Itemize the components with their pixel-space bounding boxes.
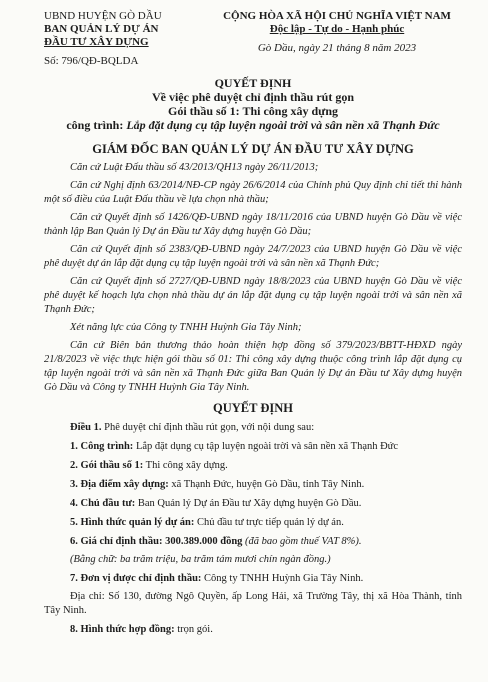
item-label: 6. Giá chỉ định thầu: 300.389.000 đồng: [70, 536, 243, 547]
national-header-block: [212, 10, 462, 68]
article-1-text: Phê duyệt chỉ định thầu rút gọn, với nội dung sau:: [101, 422, 315, 433]
org-line-1: UBND HUYỆN GÒ DẦU: [44, 10, 162, 22]
item-value: trọn gói.: [174, 624, 213, 635]
org-line-2: BAN QUẢN LÝ DỰ ÁN: [44, 23, 159, 35]
preamble-item: Căn cứ Quyết định số 2727/QĐ-UBND ngày 18/8/2023 của UBND huyện Gò Dầu về việc phê duyệt kế hoạch lựa chọn nhà thầu dự án lắp đặt dụng cụ tập luyện ngoài trời và sân nền xã Thạnh Đức;: [44, 276, 462, 315]
title-line-1: Về việc phê duyệt chỉ định thầu rút gọn: [151, 90, 355, 104]
item-label: 1. Công trình:: [70, 441, 134, 452]
item-value: Chủ đầu tư trực tiếp quản lý dự án.: [194, 517, 344, 528]
national-motto: Độc lập - Tự do - Hạnh phúc: [269, 23, 405, 35]
item-value: Ban Quản lý Dự án Đầu tư Xây dựng huyện Gò Dầu.: [135, 498, 362, 509]
title-line-3: [44, 118, 462, 132]
item-value: Lắp đặt dụng cụ tập luyện ngoài trời và sân nền xã Thạnh Đức: [133, 441, 399, 452]
title-line-3-prefix: công trình:: [66, 118, 127, 132]
preamble: [44, 161, 462, 395]
list-item: [44, 459, 462, 473]
article-1-label: Điều 1.: [70, 422, 102, 433]
item-label: 4. Chủ đầu tư:: [70, 498, 136, 509]
item-label: 2. Gói thầu số 1:: [70, 460, 144, 471]
list-item: [44, 478, 462, 492]
price-in-words: (Bằng chữ: ba trăm triệu, ba trăm tám mươi chín ngàn đồng.): [70, 554, 331, 565]
preamble-item: Căn cứ Luật Đấu thầu số 43/2013/QH13 ngày 26/11/2013;: [70, 162, 319, 173]
document-title-block: [44, 76, 462, 132]
preamble-item: Căn cứ Nghị định 63/2014/NĐ-CP ngày 26/6/2014 của Chính phủ Quy định chi tiết thi hành một số điều của Luật Đấu thầu về lựa chọn nhà thầu;: [44, 180, 462, 205]
contractor-address: Địa chỉ: Số 130, đường Ngô Quyền, ấp Long Hải, xã Trường Tây, thị xã Hòa Thành, tỉnh Tây Ninh.: [44, 591, 462, 616]
document-type: QUYẾT ĐỊNH: [214, 76, 292, 90]
preamble-item: Căn cứ Biên bản thương thảo hoàn thiện hợp đồng số 379/2023/BBTT-HĐXD ngày 21/8/2023 về việc thực hiện gói thầu số 01: Thi công xây dựng thuộc công trình lắp đặt dụng cụ tập luyện ngoài trời và sân nền xã Thạnh Đức giữa Ban Quản lý Dự án Đầu tư Xây dựng huyện Gò Dầu và Công ty TNHH Huỳnh Gia Tây Ninh.: [44, 340, 462, 393]
preamble-item: Căn cứ Quyết định số 1426/QĐ-UBND ngày 18/11/2016 của UBND huyện Gò Dầu về việc thành lập Ban Quản lý Dự án Đầu tư Xây dựng huyện Gò Dầu;: [44, 212, 462, 237]
list-item: [44, 572, 462, 586]
list-item: [44, 623, 462, 637]
authority-heading: GIÁM ĐỐC BAN QUẢN LÝ DỰ ÁN ĐẦU TƯ XÂY DỰNG: [92, 142, 414, 156]
item-label: 5. Hình thức quản lý dự án:: [70, 517, 195, 528]
title-line-3-text: Lắp đặt dụng cụ tập luyện ngoài trời và sân nền xã Thạnh Đức: [126, 118, 440, 132]
issuing-authority-block: [44, 10, 194, 68]
place-and-date: Gò Dầu, ngày 21 tháng 8 năm 2023: [257, 42, 417, 54]
article-1: [44, 421, 462, 435]
item-label: 7. Đơn vị được chỉ định thầu:: [70, 573, 202, 584]
list-item: [44, 440, 462, 454]
preamble-item: Căn cứ Quyết định số 2383/QĐ-UBND ngày 24/7/2023 của UBND huyện Gò Dầu về việc phê duyệt dự án lắp đặt dụng cụ tập luyện ngoài trời và sân nền xã Thạnh Đức;: [44, 244, 462, 269]
title-line-2: Gói thầu số 1: Thi công xây dựng: [167, 104, 339, 118]
decision-heading: QUYẾT ĐỊNH: [213, 401, 293, 415]
list-item: [44, 535, 462, 549]
item-value: (đã bao gồm thuế VAT 8%).: [242, 536, 362, 547]
item-value: Thi công xây dựng.: [143, 460, 228, 471]
item-label: 3. Địa điểm xây dựng:: [70, 479, 169, 490]
preamble-item: Xét năng lực của Công ty TNHH Huỳnh Gia Tây Ninh;: [70, 322, 302, 333]
item-label: 8. Hình thức hợp đồng:: [70, 624, 175, 635]
list-item: [44, 516, 462, 530]
document-header: [44, 10, 462, 68]
item-value: xã Thạnh Đức, huyện Gò Dầu, tỉnh Tây Ninh.: [168, 479, 365, 490]
document-number: Số: 796/QĐ-BQLDA: [44, 55, 139, 67]
nation-title: CỘNG HÒA XÃ HỘI CHỦ NGHĨA VIỆT NAM: [223, 10, 451, 22]
item-value: Công ty TNHH Huỳnh Gia Tây Ninh.: [201, 573, 364, 584]
list-item: [44, 497, 462, 511]
org-line-3: ĐẦU TƯ XÂY DỰNG: [44, 36, 149, 48]
